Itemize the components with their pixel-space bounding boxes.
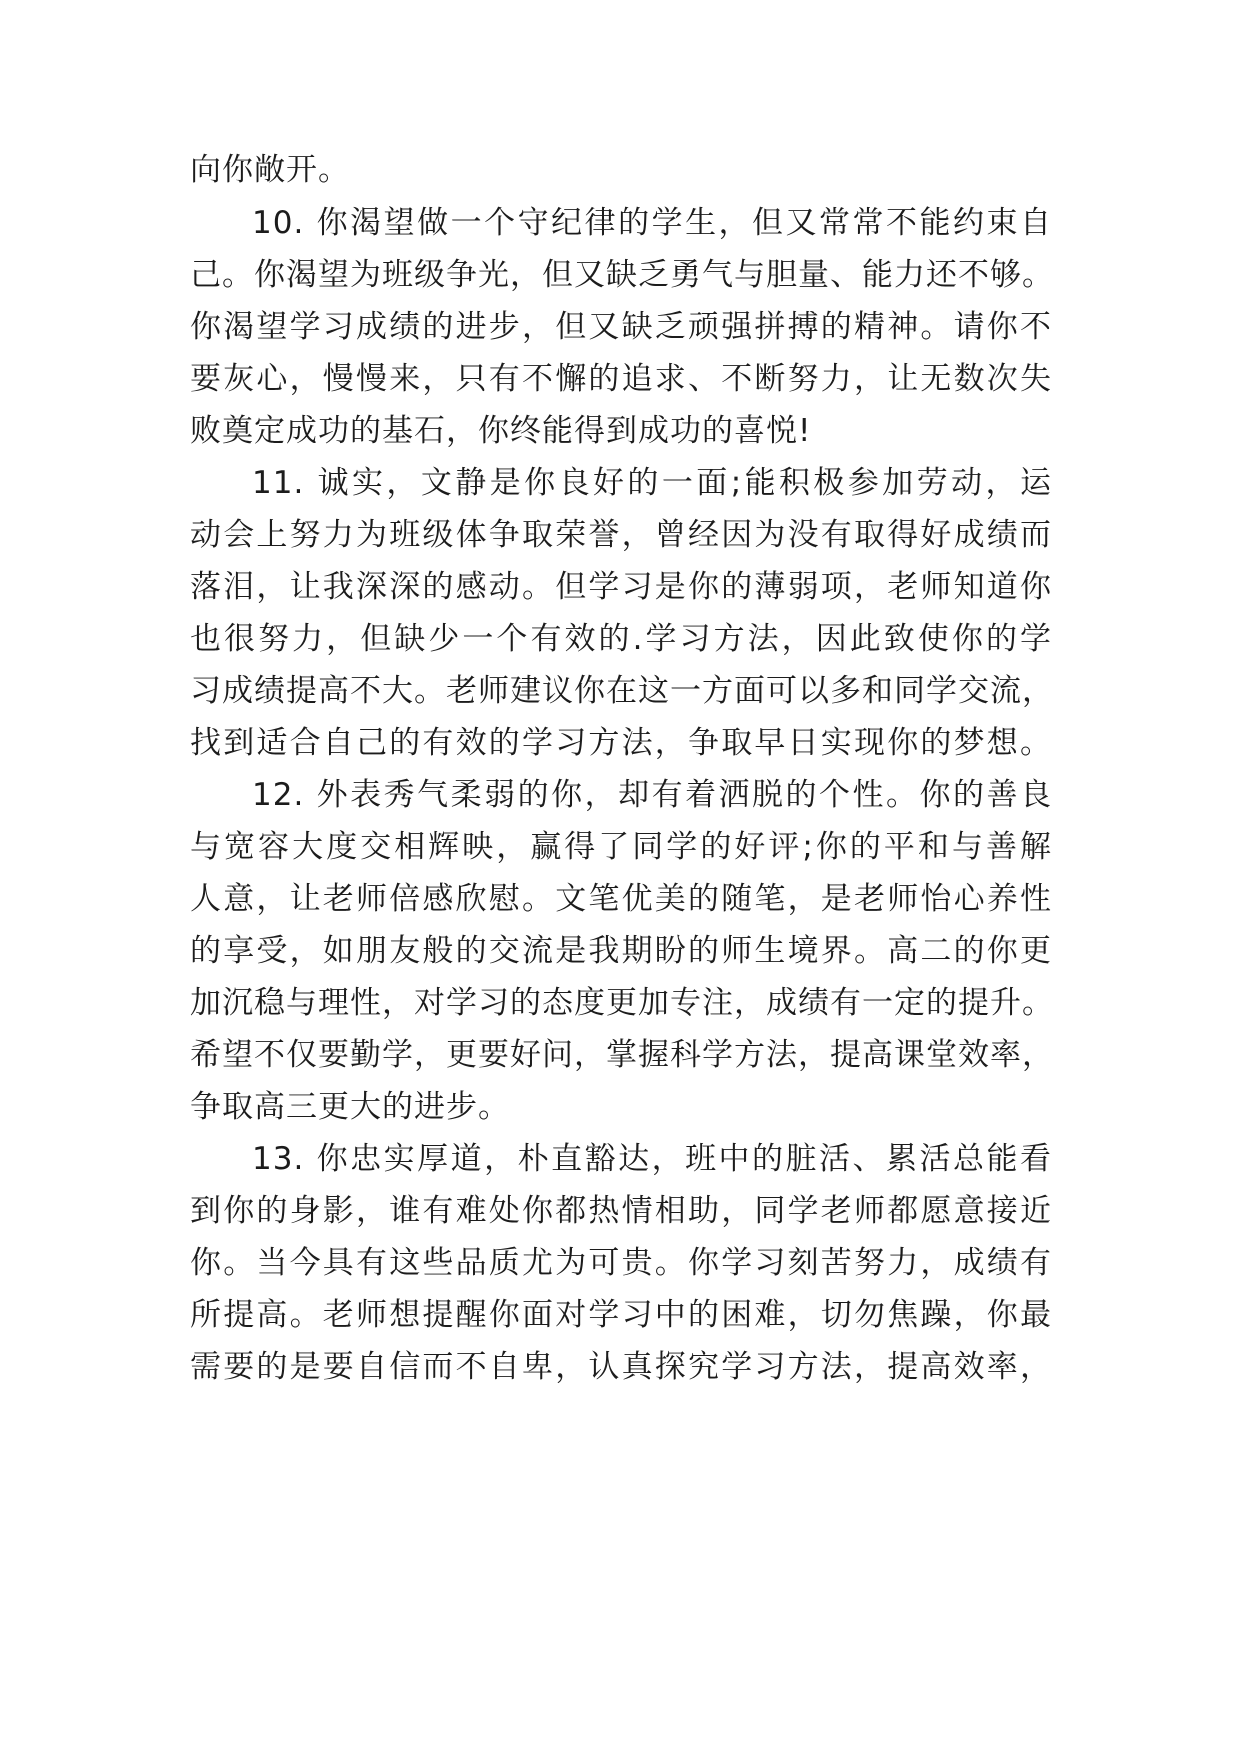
text-line: 找到适合自己的有效的学习方法，争取早日实现你的梦想。 [190,725,1052,761]
text-line: 所提高。老师想提醒你面对学习中的困难，切勿焦躁，你最 [190,1297,1052,1333]
text-line: 11. 诚实，文静是你良好的一面;能积极参加劳动，运 [252,465,1052,501]
text-line: 要灰心，慢慢来，只有不懈的追求、不断努力，让无数次失 [190,361,1052,397]
text-line: 13. 你忠实厚道，朴直豁达，班中的脏活、累活总能看 [252,1141,1052,1177]
text-line: 与宽容大度交相辉映，赢得了同学的好评;你的平和与善解 [190,829,1052,865]
text-line: 你渴望学习成绩的进步，但又缺乏顽强拼搏的精神。请你不 [190,309,1052,345]
text-line: 也很努力，但缺少一个有效的.学习方法，因此致使你的学 [190,621,1052,657]
text-line: 需要的是要自信而不自卑，认真探究学习方法，提高效率， [190,1349,1052,1385]
text-line: 的享受，如朋友般的交流是我期盼的师生境界。高二的你更 [190,933,1052,969]
text-line: 向你敞开。 [190,152,350,188]
text-line: 12. 外表秀气柔弱的你，却有着洒脱的个性。你的善良 [252,777,1052,813]
text-line: 到你的身影，谁有难处你都热情相助，同学老师都愿意接近 [190,1193,1052,1229]
text-line: 习成绩提高不大。老师建议你在这一方面可以多和同学交流， [190,673,1054,709]
text-line: 10. 你渴望做一个守纪律的学生，但又常常不能约束自 [252,205,1052,241]
text-line: 希望不仅要勤学，更要好问，掌握科学方法，提高课堂效率， [190,1037,1054,1073]
text-line: 人意，让老师倍感欣慰。文笔优美的随笔，是老师怡心养性 [190,881,1052,917]
text-line: 争取高三更大的进步。 [190,1089,510,1125]
text-line: 落泪，让我深深的感动。但学习是你的薄弱项，老师知道你 [190,569,1052,605]
text-line: 败奠定成功的基石，你终能得到成功的喜悦! [190,413,812,449]
text-line: 己。你渴望为班级争光，但又缺乏勇气与胆量、能力还不够。 [190,257,1054,293]
text-line: 你。当今具有这些品质尤为可贵。你学习刻苦努力，成绩有 [190,1245,1052,1281]
text-line: 加沉稳与理性，对学习的态度更加专注，成绩有一定的提升。 [190,985,1054,1021]
text-line: 动会上努力为班级体争取荣誉，曾经因为没有取得好成绩而 [190,517,1052,553]
